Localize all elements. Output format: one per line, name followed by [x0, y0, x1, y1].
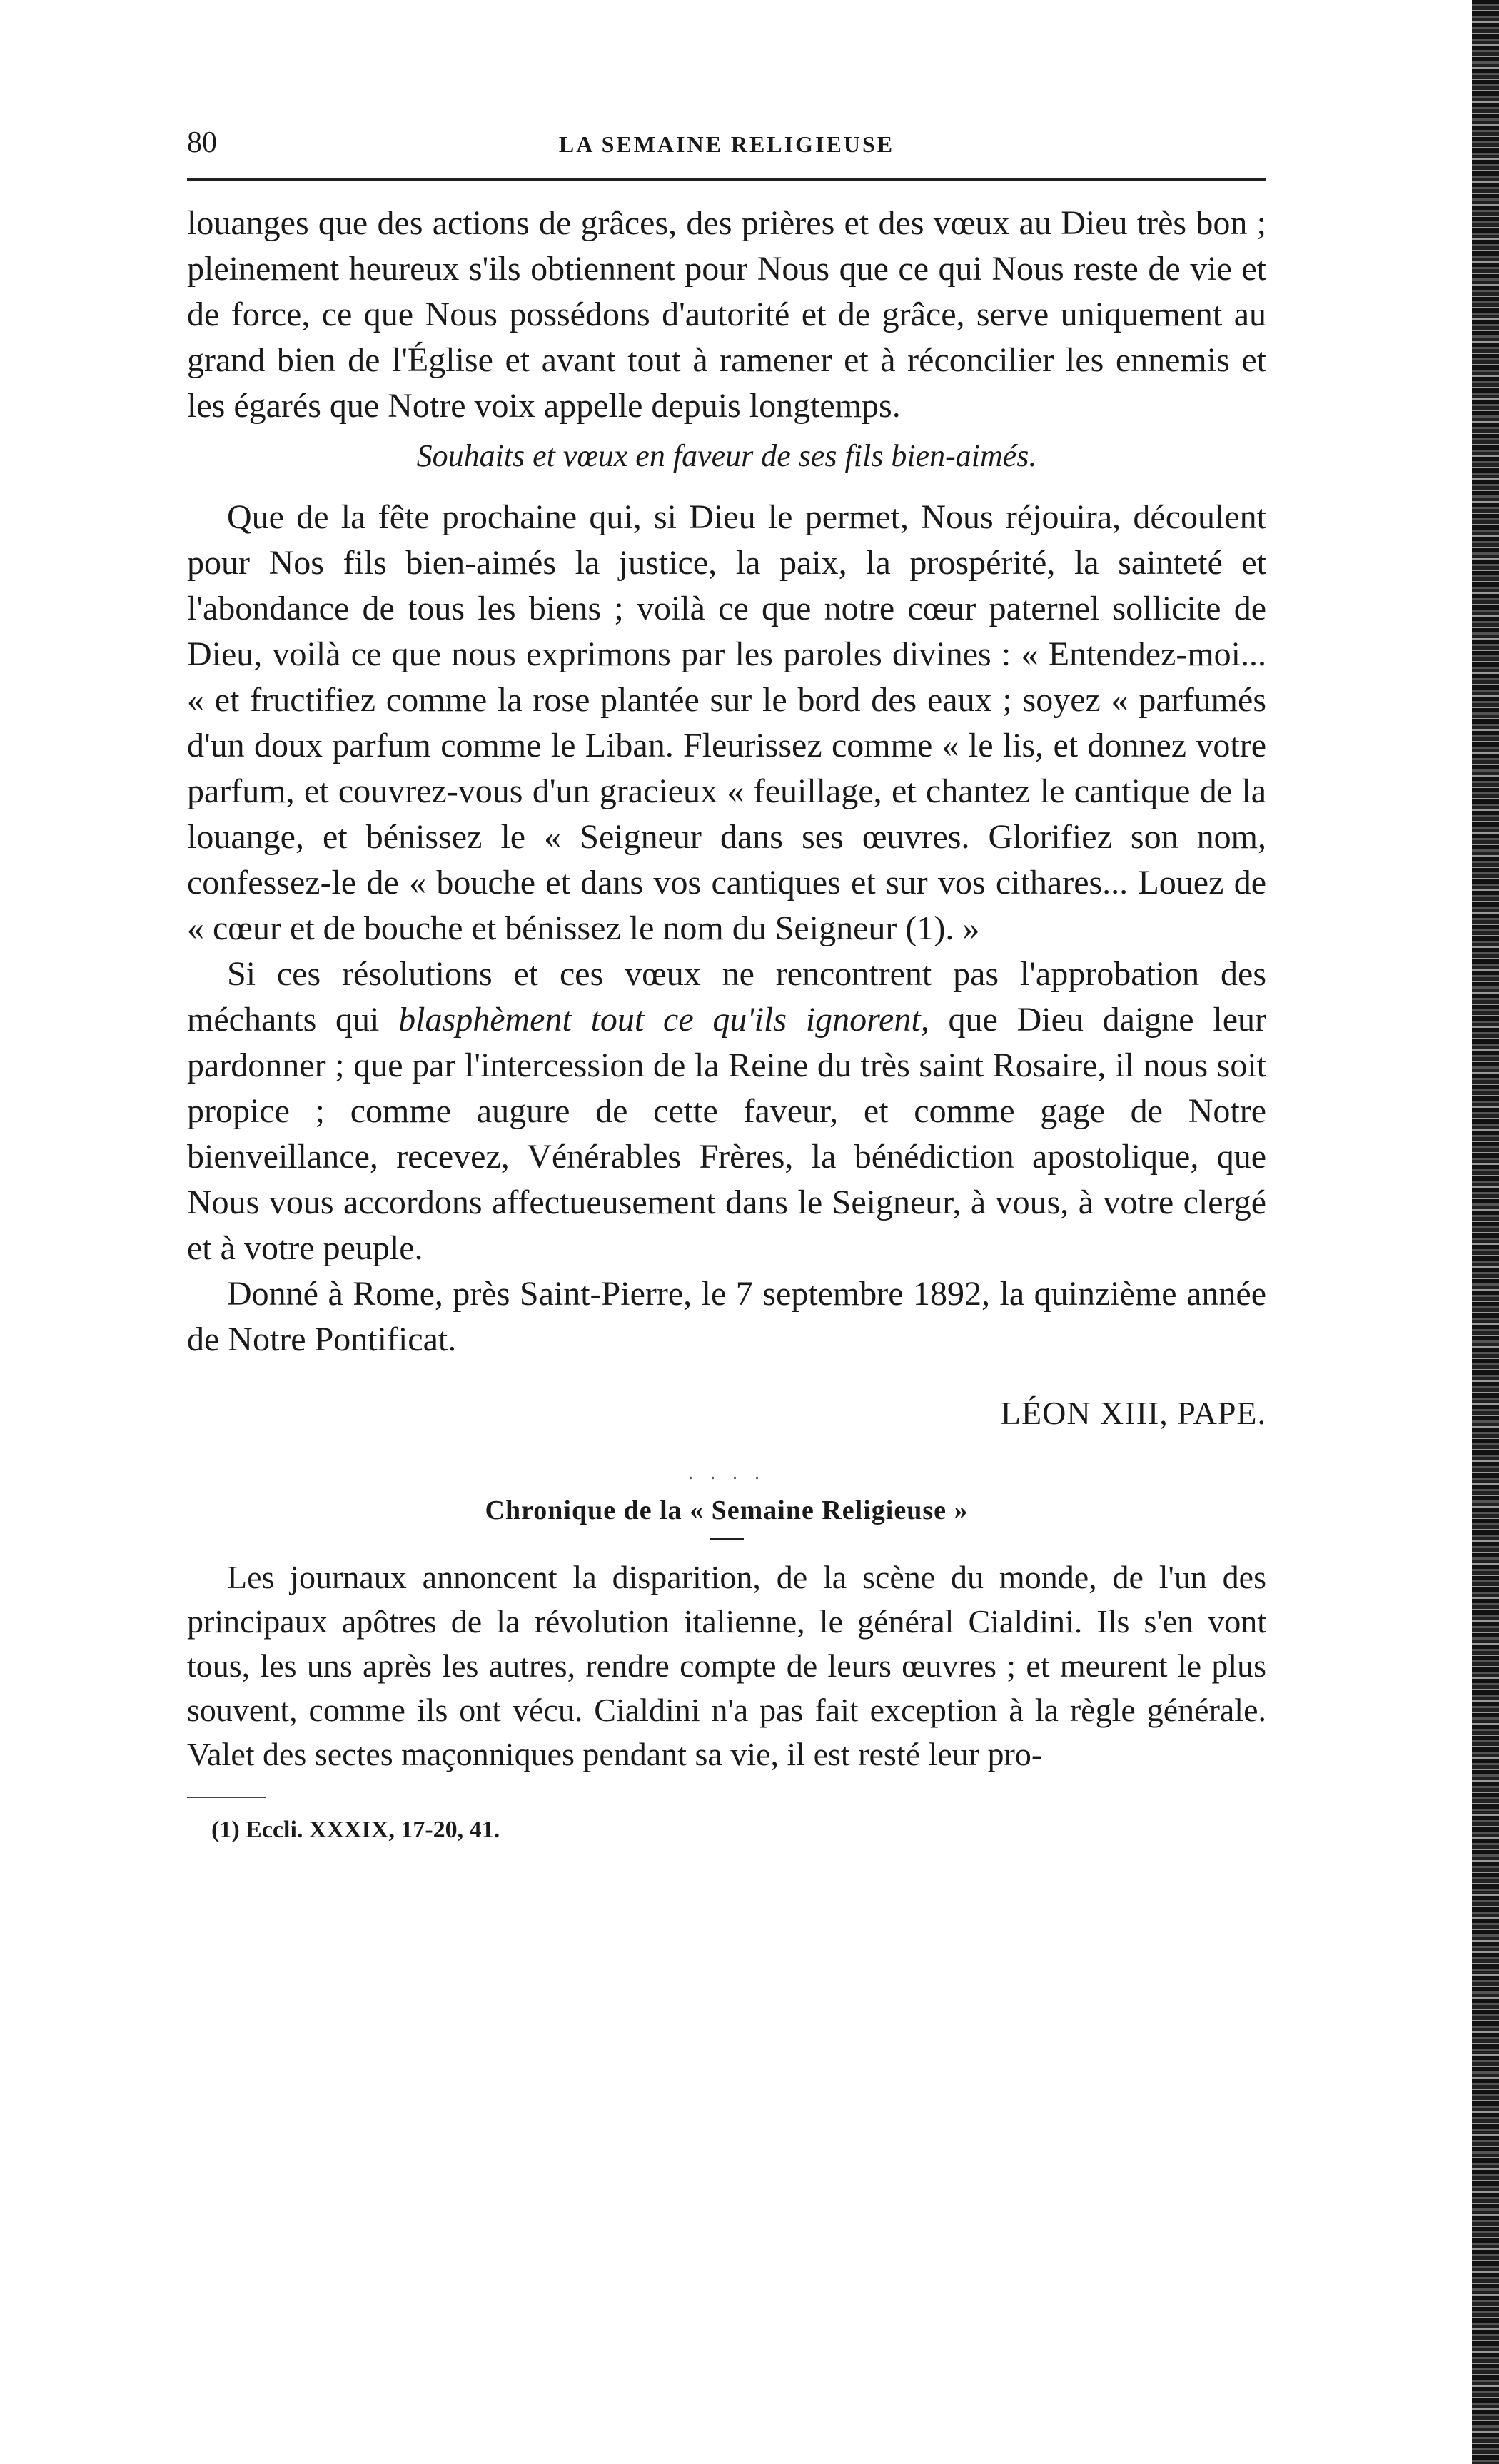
paragraph-4: Donné à Rome, près Saint-Pierre, le 7 septembre 1892, la quinzième année de Notre Pontificat. — [187, 1275, 1266, 1358]
paragraph-3 — [187, 951, 1266, 1271]
footnote: (1) Eccli. XXXIX, 17-20, 41. — [211, 1817, 500, 1843]
page-number: 80 — [187, 126, 217, 159]
chronicle-text: Les journaux annoncent la disparition, de la scène du monde, de l'un des principaux apôtres de la révolution italienne, le général Cialdini. Ils s'en vont tous, les uns après les autres, rendre compte de leurs œuvres ; et meurent le plus souvent, comme ils ont vécu. Cialdini n'a pas fait exception à la règle générale. Valet des sectes maçonniques pendant sa vie, il est resté leur pro- — [187, 1559, 1266, 1772]
paragraph-3-start: Si ces résolutions et ces vœux ne rencontrent pas l'approbation des méchants qui — [187, 955, 1266, 1039]
paragraph-2: Que de la fête prochaine qui, si Dieu le permet, Nous réjouira, découlent pour Nos fils bien-aimés la justice, la paix, la prospérité, la sainteté et l'abondance de tous les biens ; voilà ce que notre cœur paternel sollicite de Dieu, voilà ce que nous exprimons par les paroles divines : « Entendez-moi... « et fructifiez comme la rose plantée sur le bord des eaux ; soyez « parfumés d'un doux parfum comme le Liban. Fleurissez comme « le lis, et donnez votre parfum, et couvrez-vous d'un gracieux « feuillage, et chantez le cantique de la louange, et bénissez le « Seigneur dans ses œuvres. Glorifiez son nom, confessez-le de « bouche et dans vos cantiques et sur vos cithares... Louez de « cœur et de bouche et bénissez le nom du Seigneur (1). » — [187, 498, 1266, 947]
paragraph-1: louanges que des actions de grâces, des prières et des vœux au Dieu très bon ; pleinement heureux s'ils obtiennent pour Nous que ce qui Nous reste de vie et de force, ce que Nous possédons d'autorité et de grâce, serve uniquement au grand bien de l'Église et avant tout à ramener et à réconcilier les ennemis et les égarés que Notre voix appelle depuis longtemps. — [187, 204, 1266, 425]
page-header — [187, 126, 1266, 168]
signature: LÉON XIII, PAPE. — [1000, 1395, 1266, 1431]
header-rule — [187, 178, 1266, 181]
chronicle-rule — [710, 1538, 744, 1540]
chronicle-title: Chronique de la « Semaine Religieuse » — [485, 1495, 969, 1525]
running-title: LA SEMAINE RELIGIEUSE — [558, 131, 895, 157]
footnote-rule — [187, 1797, 266, 1798]
paragraph-3-end: que Dieu daigne leur pardonner ; que par l'intercession de la Reine du très saint Rosaire, il nous soit propice ; comme augure de cette faveur, et comme gage de Notre bienveillance, recevez, Vénérables Frères, la bénédiction apostolique, que Nous vous accordons affectueusement dans le Seigneur, à vous, à votre clergé et à votre peuple. — [187, 1001, 1267, 1267]
paragraph-3-italic: blasphèment tout ce qu'ils ignorent, — [398, 1001, 929, 1039]
document-page — [187, 126, 1266, 1844]
scan-edge-bar — [1472, 0, 1499, 2464]
section-subheading: Souhaits et vœux en faveur de ses fils bien-aimés. — [416, 438, 1037, 473]
separator-dots: . . . . — [687, 1460, 766, 1484]
chronicle-section — [187, 1495, 1266, 1777]
